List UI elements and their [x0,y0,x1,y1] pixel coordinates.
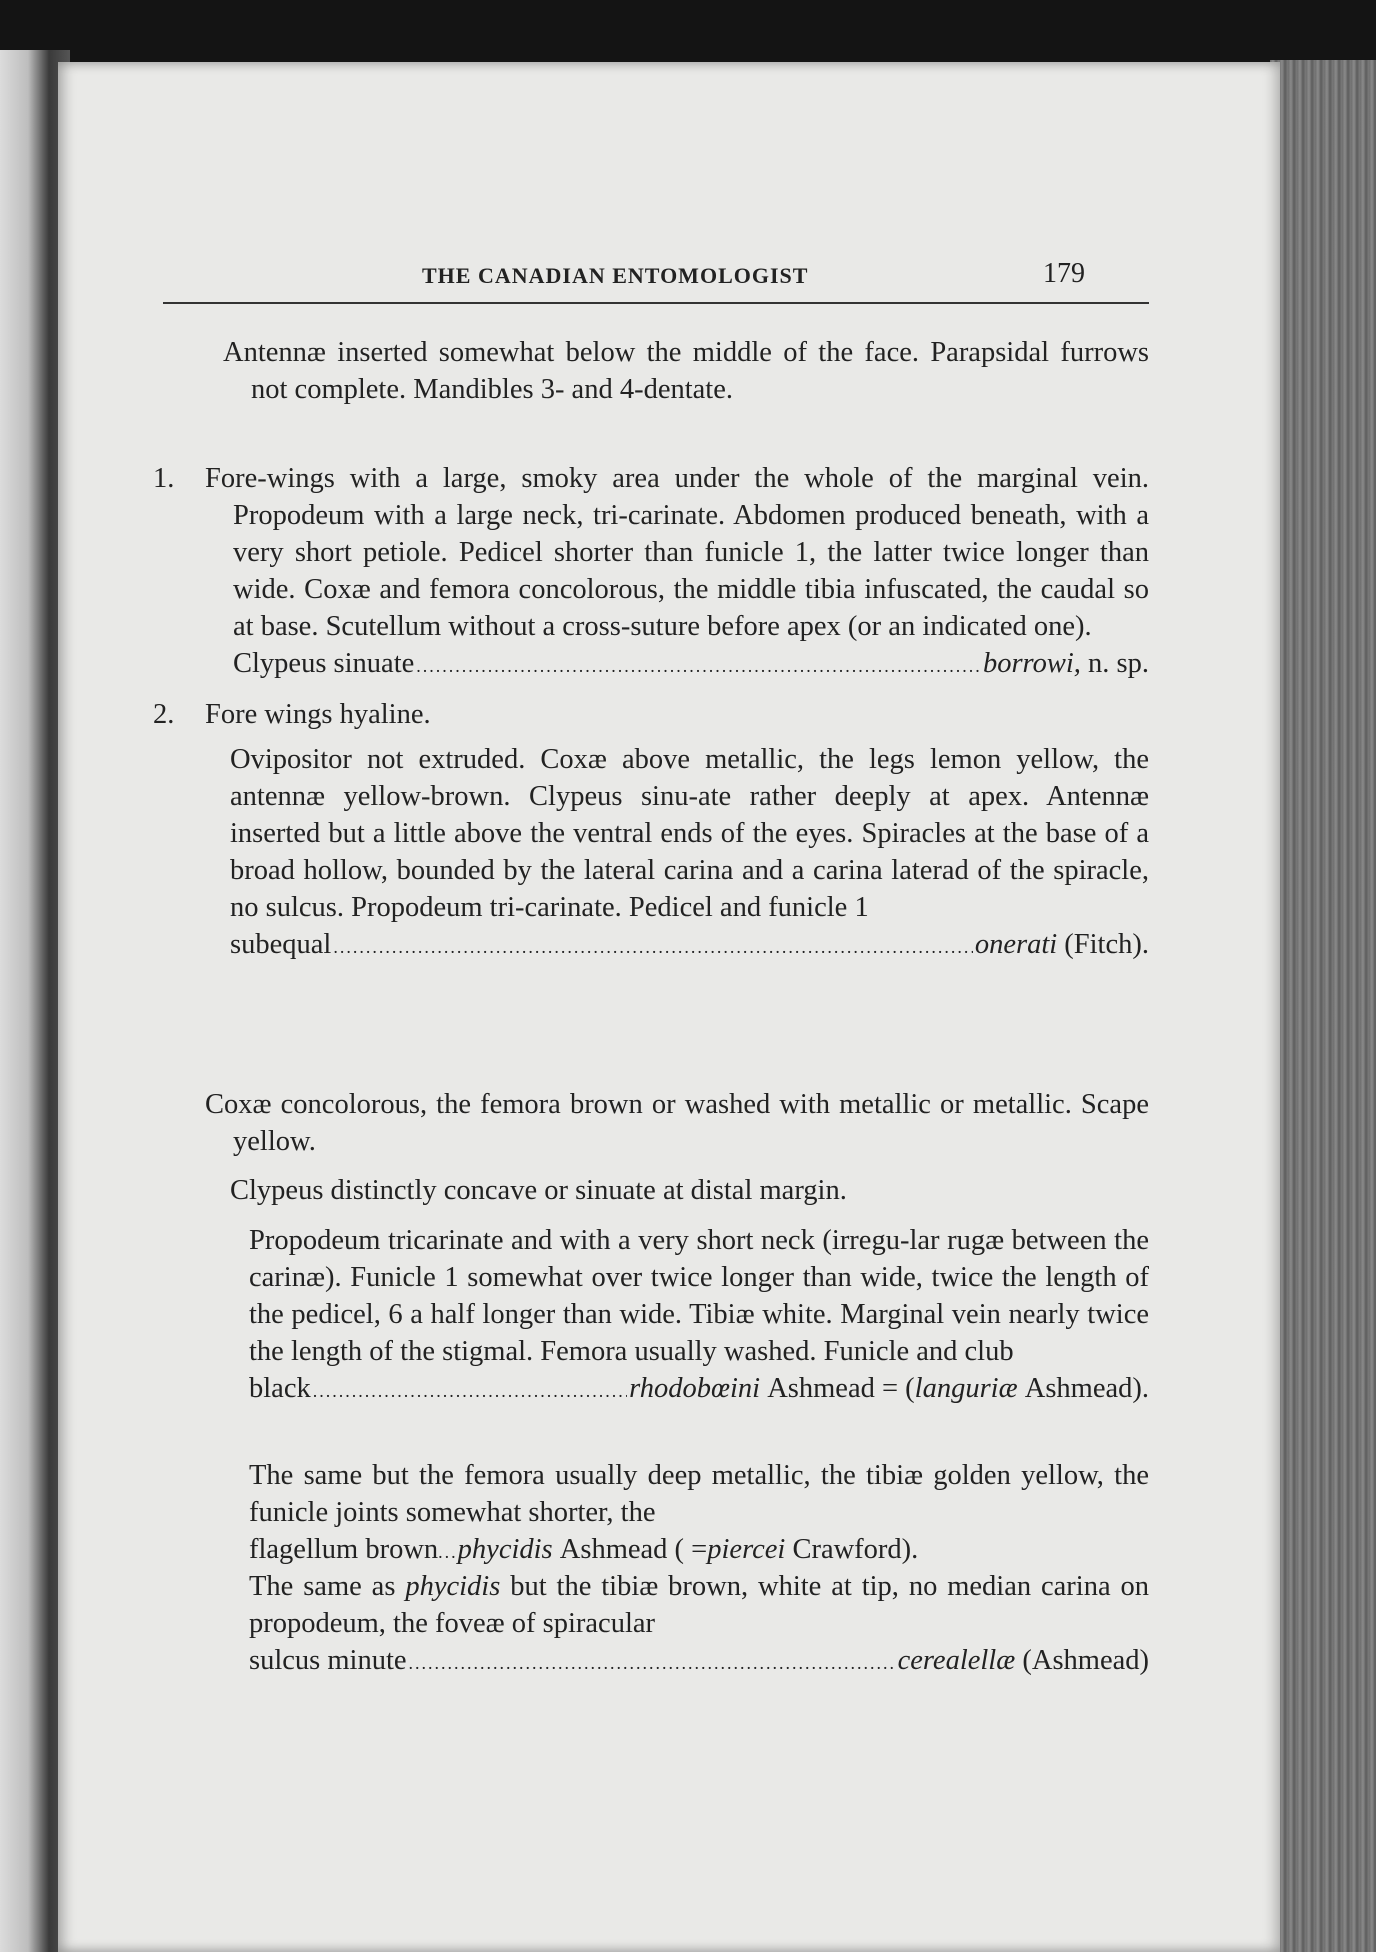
couplet-1-leader [205,645,1149,685]
book-page [58,62,1280,1952]
couplet-2b-text: Coxæ concolorous, the femora brown or washed with metallic or metallic. Scape yellow. [205,1089,1149,1157]
couplet-2b [205,1086,1149,1160]
page-number: 179 [1043,258,1085,289]
couplet-1 [205,460,1149,685]
couplet-3c-lead: The same as [249,1571,396,1602]
leader-dots [313,1373,627,1410]
species-author: Ashmead [767,1373,875,1404]
couplet-3a [249,1222,1149,1410]
species-name: phycidis [457,1534,553,1565]
species-author: n. sp. [1088,648,1149,679]
leader-dots: ... [438,1542,458,1562]
couplet-3c-body: but the tibiæ brown, white at tip, no median carina on propodeum, the foveæ of spiracular [249,1571,1150,1639]
couplet-1-lead: Clypeus sinuate [233,648,415,679]
scan-top-border [0,0,1376,70]
couplet-3c-leader [249,1642,1149,1682]
species-name: rhodobœini [629,1373,761,1404]
couplet-3b-leader [249,1531,1149,1571]
synonym-name: languriæ [914,1373,1018,1404]
running-head: THE CANADIAN ENTOMOLOGIST [422,263,809,288]
couplet-3c-last-lead: sulcus minute [249,1645,407,1676]
couplet-3a-leader [249,1370,1149,1410]
couplet-2a [230,741,1149,966]
book-page-edges [1270,60,1376,1952]
synonym-author: Ashmead). [1024,1373,1149,1404]
key-intro: Antennæ inserted somewhat below the middle of the face. Parapsidal furrows not complete. Mandibles 3- and 4-dentate. [223,337,1149,405]
couplet-3c [249,1568,1149,1682]
species-name: borrowi, [982,648,1081,679]
couplet-2: Fore wings hyaline. [205,699,431,730]
couplet-1-text: Fore-wings with a large, smoky area under the whole of the marginal vein. Propodeum with a large neck, tri-carinate. Abdomen produced beneath, with a very short petiole. Pedicel shorter than funicle 1, the latter twice longer than wide. Coxæ and femora concolorous, the middle tibia infuscated, the caudal so at base. Scutellum without a cross-suture before apex (or an indicated one). [205,463,1149,642]
header-rule [163,302,1149,304]
synonym-prefix: ( = [674,1534,708,1565]
leader-dots [416,648,981,685]
synonym-author: Crawford). [792,1534,919,1565]
couplet-3a-lead: black [249,1373,311,1404]
species-name: onerati [974,929,1058,960]
leader-dots [333,929,973,966]
couplet-2a-text: Ovipositor not extruded. Coxæ above metallic, the legs lemon yellow, the antennæ yellow-brown. Clypeus sinu-ate rather deeply at apex. Antennæ inserted but a little above the ventral ends of the eyes. Spiracles at the base of a broad hollow, bounded by the lateral carina and a carina laterad of the spiracle, no sulcus. Propodeum tri-carinate. Pedicel and funicle 1 [230,744,1149,923]
couplet-3a-text: Propodeum tricarinate and with a very short neck (irregu-lar rugæ between the carinæ). Funicle 1 somewhat over twice longer than wide, twice the length of the pedicel, 6 a half longer than wide. Tibiæ white. Marginal vein nearly twice the length of the stigmal. Femora usually washed. Funicle and club [249,1225,1149,1367]
species-author: (Ashmead) [1022,1645,1149,1676]
species-author: Ashmead [559,1534,668,1565]
couplet-3b-lead: flagellum brown [249,1534,439,1565]
species-name: cerealellæ [897,1645,1016,1676]
couplet-3b [249,1457,1149,1571]
couplet-3b-text: The same but the femora usually deep metallic, the tibiæ golden yellow, the funicle joints somewhat shorter, the [249,1460,1149,1528]
synonym-name: piercei [707,1534,786,1565]
couplet-3c-text [249,1568,1149,1642]
couplet-2a-leader [230,926,1149,966]
species-reference: phycidis [405,1571,501,1602]
synonym-prefix: = ( [881,1373,915,1404]
couplet-3: Clypeus distinctly concave or sinuate at distal margin. [230,1175,847,1206]
couplet-number-2: 2. [153,699,175,730]
couplet-number-1: 1. [153,463,175,494]
couplet-2a-lead: subequal [230,929,332,960]
leader-dots [409,1645,896,1682]
species-author: (Fitch). [1064,929,1149,960]
